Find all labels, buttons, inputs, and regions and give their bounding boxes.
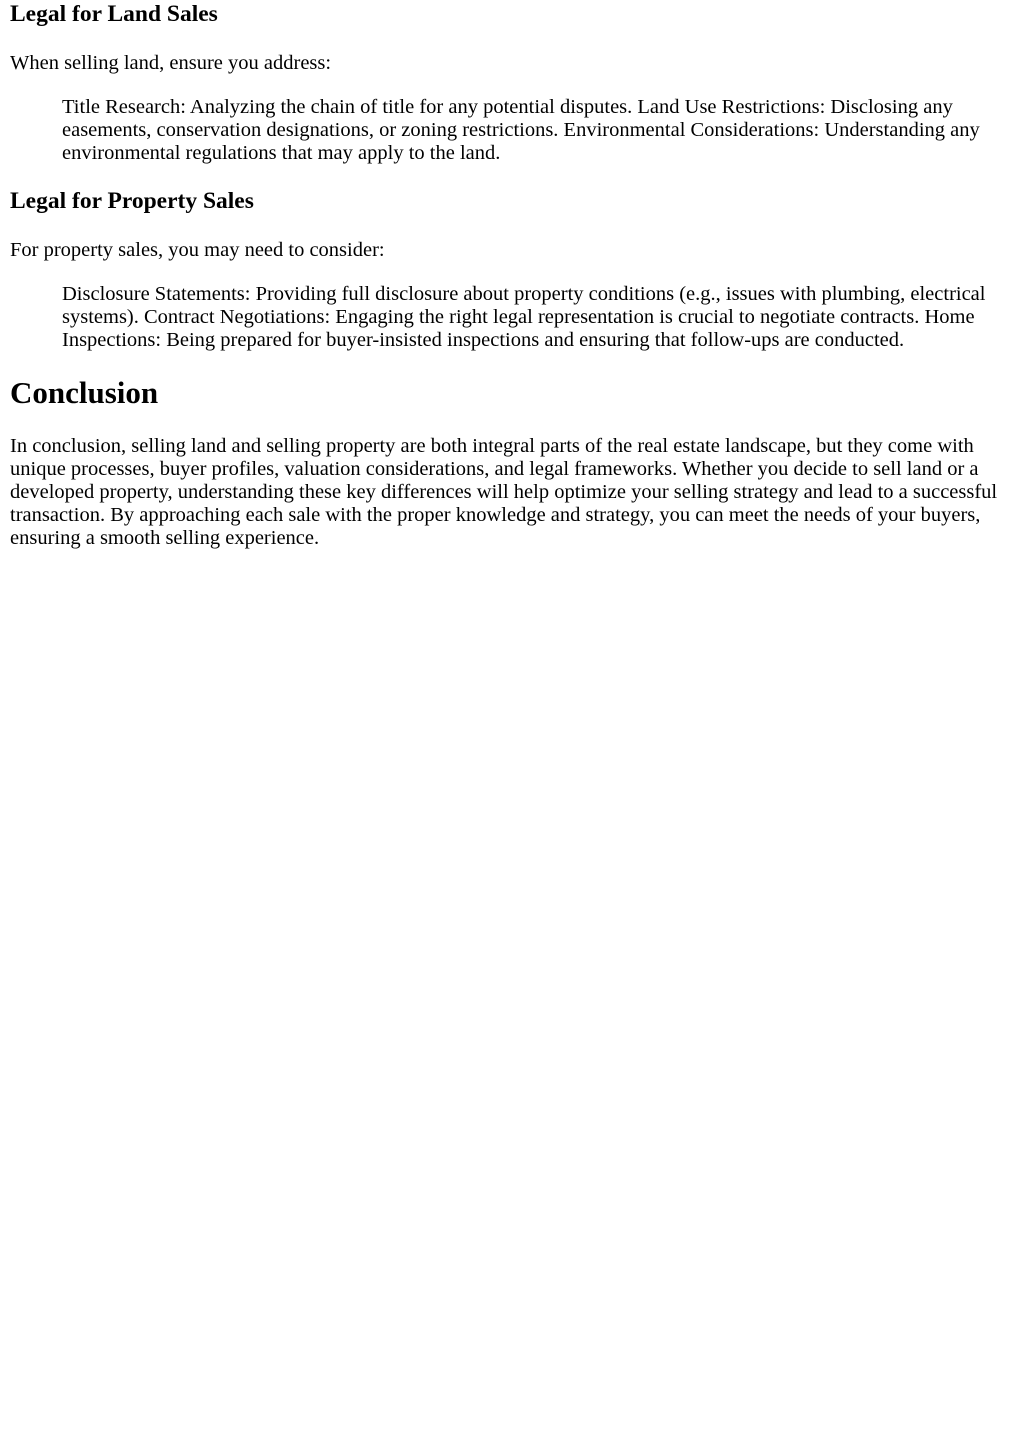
legal-property-sales-heading: Legal for Property Sales [10,188,254,214]
legal-property-sales-blockquote: Disclosure Statements: Providing full disclosure about property conditions (e.g., issues with plumbing, electrical systems). Contract Negotiations: Engaging the right legal representation is crucial to negotiate contracts. Home Inspections: Being prepared for buyer-insisted inspections and ensuring that follow-ups are conducted. [62,283,986,351]
conclusion-heading: Conclusion [10,375,159,410]
conclusion-paragraph: In conclusion, selling land and selling property are both integral parts of the real estate landscape, but they come with unique processes, buyer profiles, valuation considerations, and legal frameworks. Whether you decide to sell land or a developed property, understanding these key differences will help optimize your selling strategy and lead to a successful transaction. By approaching each sale with the proper knowledge and strategy, you can meet the needs of your buyers, ensuring a smooth selling experience. [10,435,998,549]
legal-property-sales-intro: For property sales, you may need to consider: [10,239,385,261]
legal-land-sales-heading: Legal for Land Sales [10,1,218,27]
document-page [0,0,1024,550]
legal-land-sales-blockquote: Title Research: Analyzing the chain of title for any potential disputes. Land Use Restrictions: Disclosing any easements, conservation designations, or zoning restrictions. Environmental Considerations: Understanding any environmental regulations that may apply to the land. [62,96,980,164]
legal-land-sales-intro: When selling land, ensure you address: [10,52,332,74]
